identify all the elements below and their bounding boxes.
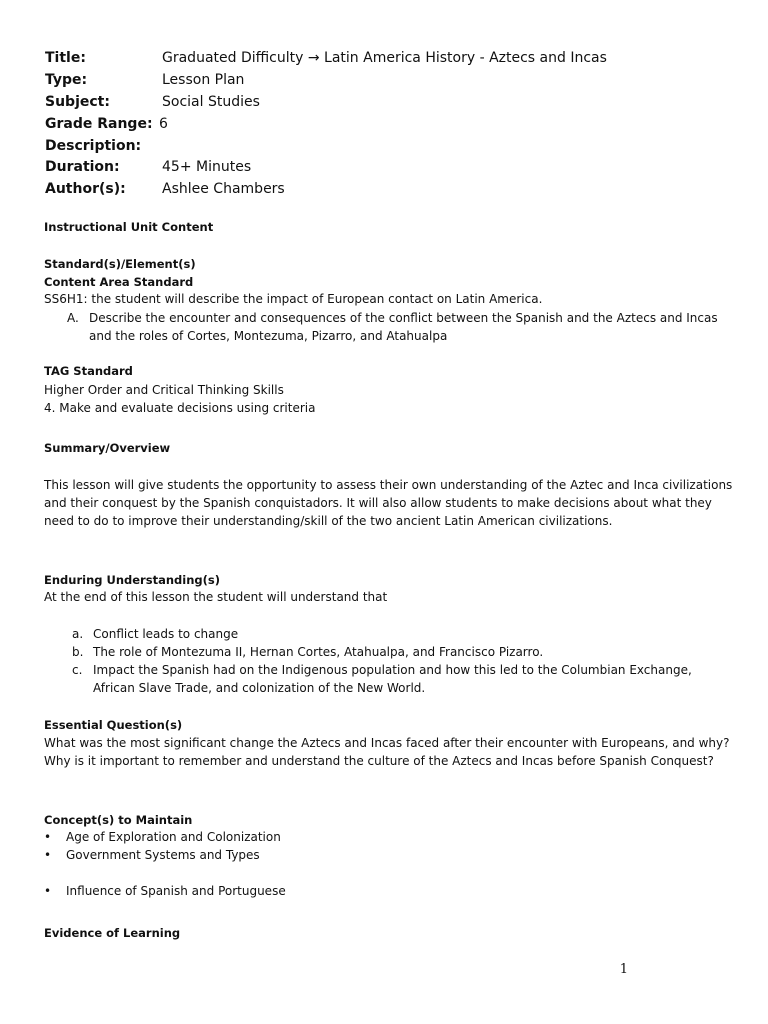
page-number: 1 xyxy=(619,962,628,977)
bullet-icon: • xyxy=(44,848,52,862)
meta-value: 45+ Minutes xyxy=(162,159,252,175)
meta-value: 6 xyxy=(159,116,168,132)
subheading-content-area-standard: Content Area Standard xyxy=(44,275,194,289)
standard-text: SS6H1: the student will describe the impact of European contact on Latin America. xyxy=(44,292,543,306)
meta-label: Type: xyxy=(45,72,88,88)
section-heading-essential-questions: Essential Question(s) xyxy=(44,718,183,732)
summary-paragraph: This lesson will give students the opportunity to assess their own understanding of the Aztec and Inca civilizations and their conquest by the Spanish conquistadors. It will also allow students to make decisions about what they need to do to improve their understanding/skill of the two ancient Latin American civilizations. xyxy=(44,478,733,528)
bullet-icon: • xyxy=(44,830,52,844)
list-marker: a. xyxy=(72,627,84,641)
meta-label: Title: xyxy=(45,50,86,66)
section-heading-evidence-of-learning: Evidence of Learning xyxy=(44,926,181,940)
list-item-text: Impact the Spanish had on the Indigenous population and how this led to the Columbian Exchange, African Slave Trade, and colonization of the New World. xyxy=(93,663,692,695)
meta-value: Graduated Difficulty → Latin America History - Aztecs and Incas xyxy=(162,50,607,66)
meta-label: Author(s): xyxy=(45,181,126,197)
section-heading-tag-standard: TAG Standard xyxy=(44,364,133,378)
list-marker: c. xyxy=(72,663,83,677)
meta-label: Description: xyxy=(45,138,142,154)
list-item-text: Describe the encounter and consequences of the conflict between the Spanish and the Aztecs and Incas and the roles of Cortes, Montezuma, Pizarro, and Atahualpa xyxy=(89,311,718,343)
bullet-text: Influence of Spanish and Portuguese xyxy=(66,884,286,898)
tag-line: 4. Make and evaluate decisions using criteria xyxy=(44,401,316,415)
bullet-text: Government Systems and Types xyxy=(66,848,260,862)
section-heading-enduring-understanding: Enduring Understanding(s) xyxy=(44,573,220,587)
essential-question: Why is it important to remember and understand the culture of the Aztecs and Incas before Spanish Conquest? xyxy=(44,754,714,768)
section-heading-instructional-unit: Instructional Unit Content xyxy=(44,220,214,234)
meta-label: Duration: xyxy=(45,159,120,175)
list-item-text: The role of Montezuma II, Hernan Cortes, Atahualpa, and Francisco Pizarro. xyxy=(93,645,544,659)
bullet-icon: • xyxy=(44,884,52,898)
essential-question: What was the most significant change the Aztecs and Incas faced after their encounter with Europeans, and why? xyxy=(44,736,730,750)
list-item-text: Conflict leads to change xyxy=(93,627,239,641)
meta-value: Lesson Plan xyxy=(162,72,245,88)
bullet-text: Age of Exploration and Colonization xyxy=(66,830,281,844)
section-heading-concepts: Concept(s) to Maintain xyxy=(44,813,193,827)
enduring-intro: At the end of this lesson the student will understand that xyxy=(44,590,388,604)
tag-line: Higher Order and Critical Thinking Skills xyxy=(44,383,284,397)
meta-label: Subject: xyxy=(45,94,110,110)
list-marker: b. xyxy=(72,645,84,659)
list-marker: A. xyxy=(67,311,79,325)
meta-label: Grade Range: xyxy=(45,116,153,132)
section-heading-standards: Standard(s)/Element(s) xyxy=(44,257,196,271)
meta-value: Ashlee Chambers xyxy=(162,181,285,197)
meta-value: Social Studies xyxy=(162,94,260,110)
section-heading-summary: Summary/Overview xyxy=(44,441,171,455)
